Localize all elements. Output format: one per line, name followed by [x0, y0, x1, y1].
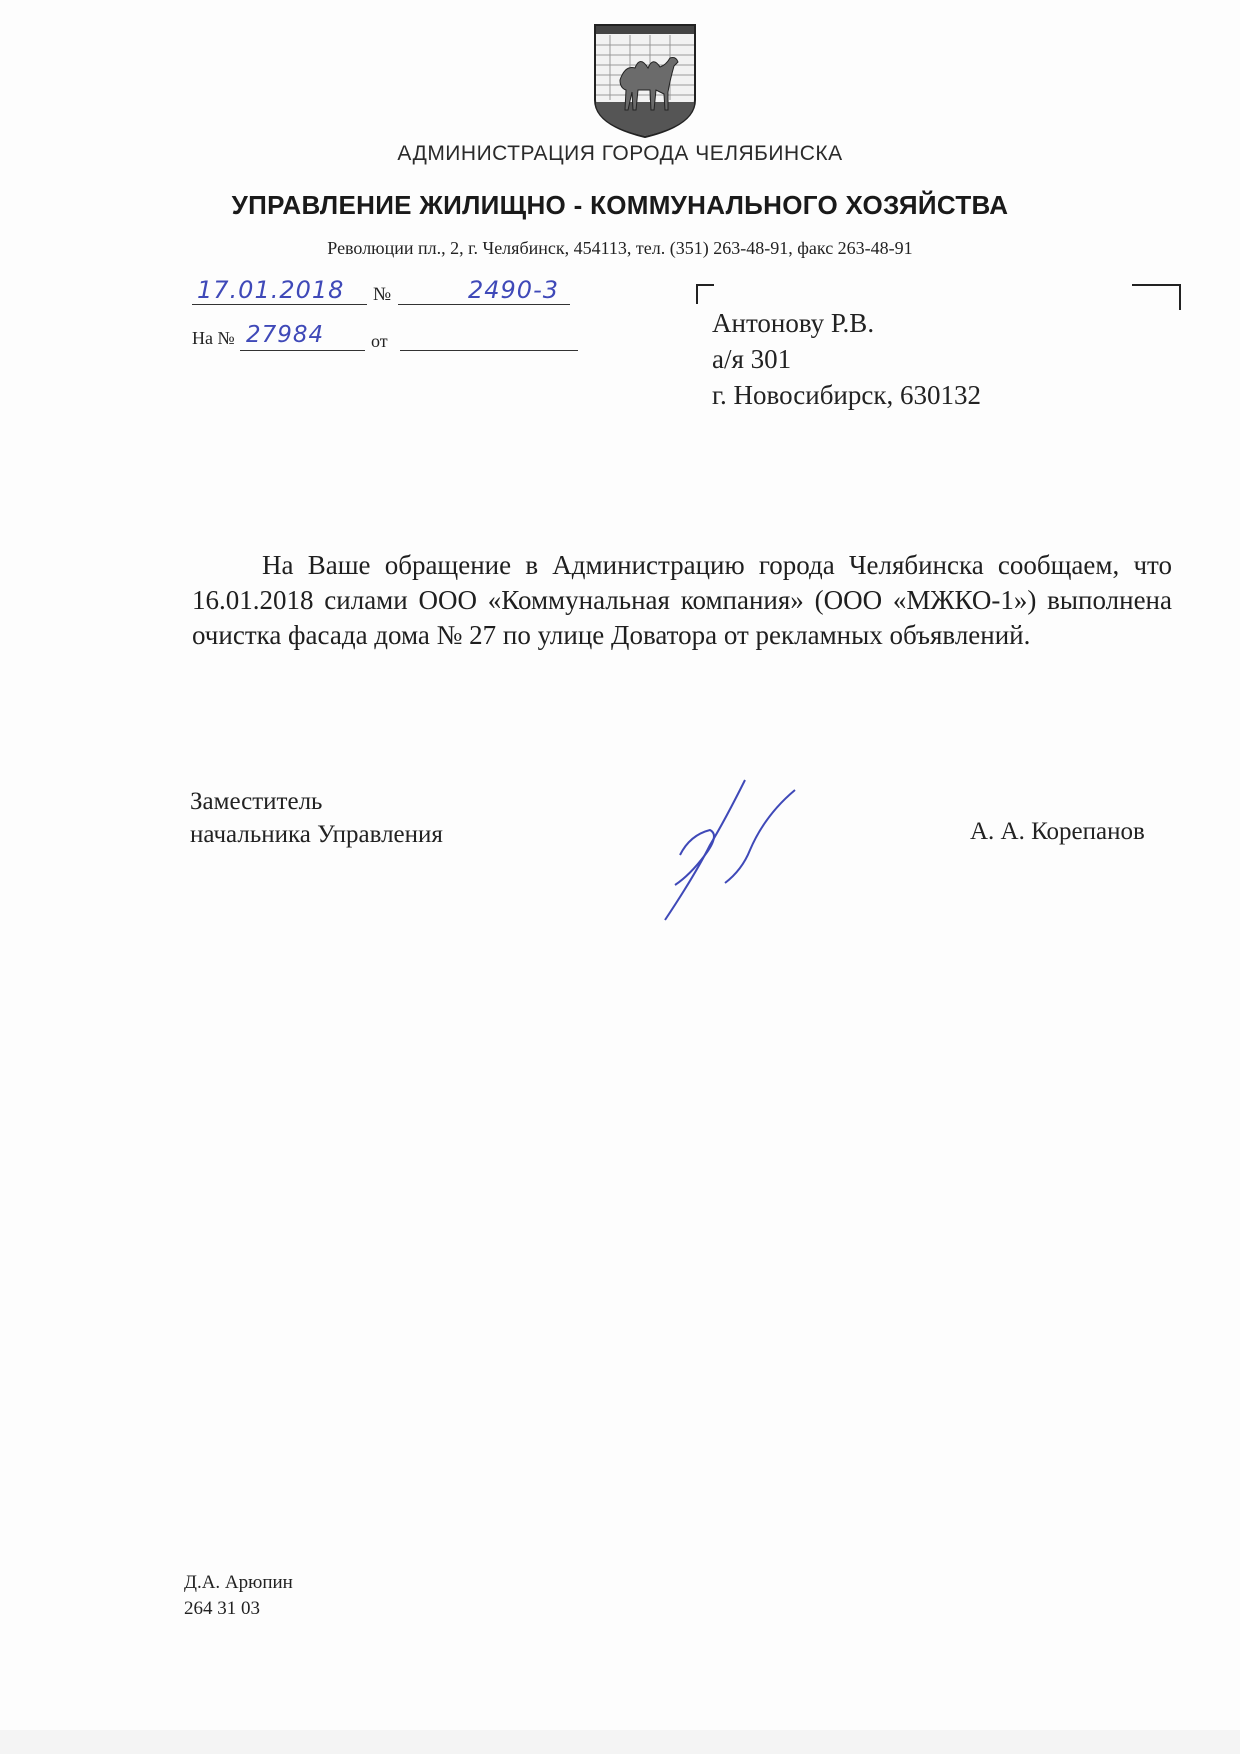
- addressee-block: [712, 305, 981, 413]
- scan-bottom-edge: [0, 1730, 1240, 1754]
- from-label: от: [371, 331, 388, 351]
- addressee-po-box: а/я 301: [712, 344, 792, 374]
- addressee-corner-right: [1132, 284, 1181, 310]
- executor-name: Д.А. Арюпин: [184, 1572, 293, 1593]
- signatory-title-line2: начальника Управления: [190, 821, 443, 848]
- addressee-city: г. Новосибирск, 630132: [712, 380, 981, 410]
- number-label: №: [373, 284, 392, 305]
- city-emblem-icon: [590, 20, 700, 140]
- number-underline: [398, 304, 570, 305]
- reference-underline: [240, 350, 365, 351]
- executor-info: [184, 1570, 293, 1622]
- addressee-name: Антонову Р.В.: [712, 308, 875, 338]
- registration-date: 17.01.2018: [197, 276, 345, 304]
- registration-number: 2490-3: [468, 276, 560, 304]
- letter-body: На Ваше обращение в Администрацию города Челябинска сообщаем, что 16.01.2018 силами ООО «Коммунальная компания» (ООО «МЖКО-1») выполнена очистка фасада дома № 27 по улице Доватора от рекламных объявлений.: [192, 550, 1172, 650]
- executor-phone: 264 31 03: [184, 1598, 260, 1619]
- department-address: Революции пл., 2, г. Челябинск, 454113, тел. (351) 263-48-91, факс 263-48-91: [327, 238, 913, 258]
- signatory-name: А. А. Корепанов: [970, 818, 1145, 845]
- reference-number: 27984: [246, 322, 325, 348]
- reference-label: На №: [192, 328, 235, 348]
- administration-name: АДМИНИСТРАЦИЯ ГОРОДА ЧЕЛЯБИНСКА: [397, 142, 843, 165]
- from-underline: [400, 350, 578, 351]
- date-underline: [192, 304, 367, 305]
- signatory-title-line1: Заместитель: [190, 788, 323, 815]
- handwritten-signature: [650, 775, 810, 925]
- signatory-title: [190, 785, 443, 851]
- department-name: УПРАВЛЕНИЕ ЖИЛИЩНО - КОММУНАЛЬНОГО ХОЗЯЙСТВА: [231, 190, 1009, 220]
- addressee-corner-left: [696, 284, 714, 304]
